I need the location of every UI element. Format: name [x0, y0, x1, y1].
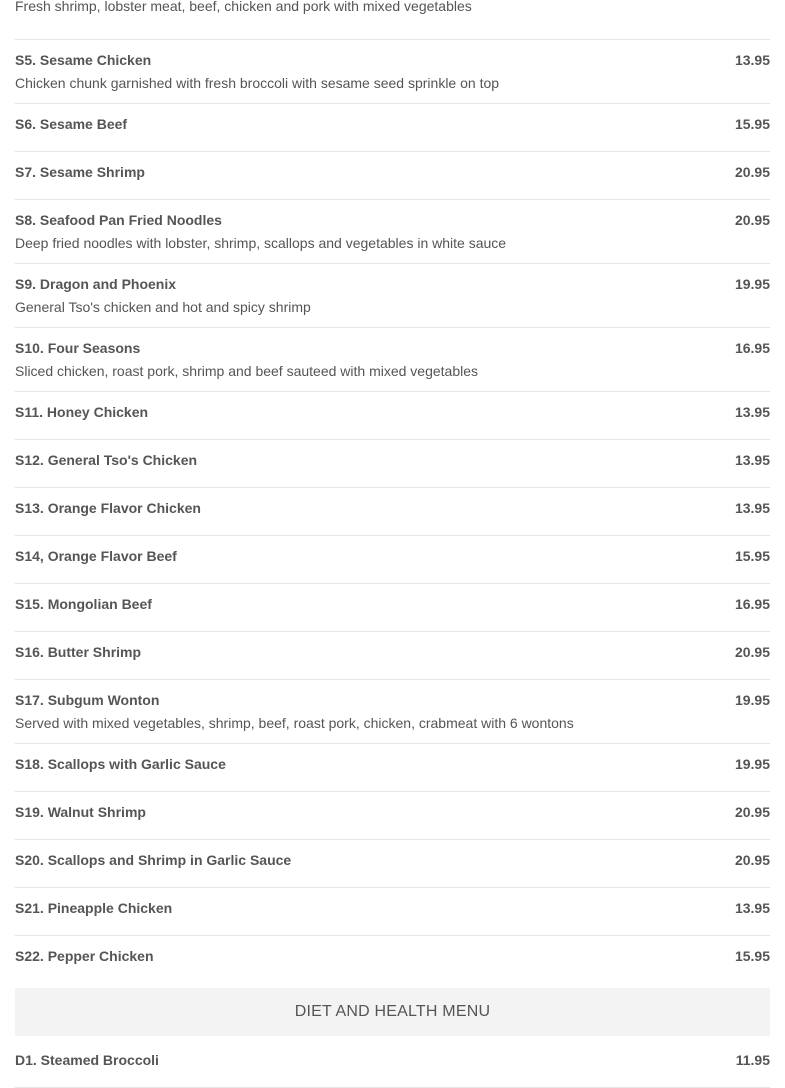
menu-item[interactable] [15, 744, 770, 792]
menu-item[interactable] [15, 936, 770, 984]
item-description: Sliced chicken, roast pork, shrimp and beef sauteed with mixed vegetables [15, 363, 479, 379]
item-price: 16.95 [734, 340, 770, 356]
item-description: General Tso's chicken and hot and spicy shrimp [15, 299, 311, 315]
item-name: S19. Walnut Shrimp [15, 804, 146, 820]
item-name: S8. Seafood Pan Fried Noodles [15, 212, 222, 228]
menu-list [15, 0, 770, 1088]
item-name: S11. Honey Chicken [15, 404, 149, 420]
item-name: D1. Steamed Broccoli [15, 1052, 159, 1068]
menu-item[interactable] [15, 1036, 770, 1088]
item-price: 19.95 [734, 756, 770, 772]
item-price: 20.95 [734, 164, 770, 180]
menu-item[interactable] [15, 840, 770, 888]
menu-item[interactable] [15, 888, 770, 936]
item-description: Deep fried noodles with lobster, shrimp, scallops and vegetables in white sauce [15, 235, 507, 251]
menu-item[interactable] [15, 488, 770, 536]
item-name: S6. Sesame Beef [15, 116, 128, 132]
item-price: 15.95 [734, 948, 770, 964]
menu-item[interactable] [15, 392, 770, 440]
section-header-diet: DIET AND HEALTH MENU [15, 988, 770, 1036]
item-price: 20.95 [734, 212, 770, 228]
item-name: S20. Scallops and Shrimp in Garlic Sauce [15, 852, 292, 868]
menu-item[interactable] [15, 40, 770, 104]
item-name: S16. Butter Shrimp [15, 644, 142, 660]
menu-item[interactable] [15, 792, 770, 840]
menu-item[interactable] [15, 584, 770, 632]
menu-item[interactable] [15, 200, 770, 264]
item-price: 15.95 [734, 548, 770, 564]
item-name: S15. Mongolian Beef [15, 596, 152, 612]
item-name: S17. Subgum Wonton [15, 692, 160, 708]
item-name: S14, Orange Flavor Beef [15, 548, 177, 564]
menu-item[interactable] [15, 264, 770, 328]
menu-item[interactable] [15, 440, 770, 488]
item-name: S18. Scallops with Garlic Sauce [15, 756, 226, 772]
menu-item[interactable] [15, 680, 770, 744]
item-description: Served with mixed vegetables, shrimp, beef, roast pork, chicken, crabmeat with 6 wontons [15, 715, 574, 731]
item-price: 11.95 [735, 1052, 770, 1068]
item-name: S22. Pepper Chicken [15, 948, 154, 964]
menu-item[interactable] [15, 152, 770, 200]
menu-item[interactable] [15, 536, 770, 584]
item-price: 19.95 [734, 276, 770, 292]
item-price: 19.95 [734, 692, 770, 708]
item-price: 13.95 [734, 404, 770, 420]
menu-item[interactable] [15, 0, 770, 40]
item-name: S10. Four Seasons [15, 340, 141, 356]
item-name: S7. Sesame Shrimp [15, 164, 145, 180]
item-name: S13. Orange Flavor Chicken [15, 500, 201, 516]
item-name: S5. Sesame Chicken [15, 52, 152, 68]
menu-item[interactable] [15, 104, 770, 152]
item-price: 15.95 [734, 116, 770, 132]
item-price: 20.95 [734, 852, 770, 868]
item-name: S9. Dragon and Phoenix [15, 276, 177, 292]
menu-item[interactable] [15, 328, 770, 392]
item-description: Chicken chunk garnished with fresh broccoli with sesame seed sprinkle on top [15, 75, 500, 91]
item-price: 20.95 [734, 644, 770, 660]
item-name: S12. General Tso's Chicken [15, 452, 198, 468]
item-price: 13.95 [734, 500, 770, 516]
menu-item[interactable] [15, 632, 770, 680]
item-price: 20.95 [734, 804, 770, 820]
item-price: 16.95 [734, 596, 770, 612]
item-price: 13.95 [734, 452, 770, 468]
item-price: 13.95 [734, 900, 770, 916]
item-description: Fresh shrimp, lobster meat, beef, chicken and pork with mixed vegetables [15, 0, 472, 14]
item-price: 13.95 [734, 52, 770, 68]
item-name: S21. Pineapple Chicken [15, 900, 173, 916]
